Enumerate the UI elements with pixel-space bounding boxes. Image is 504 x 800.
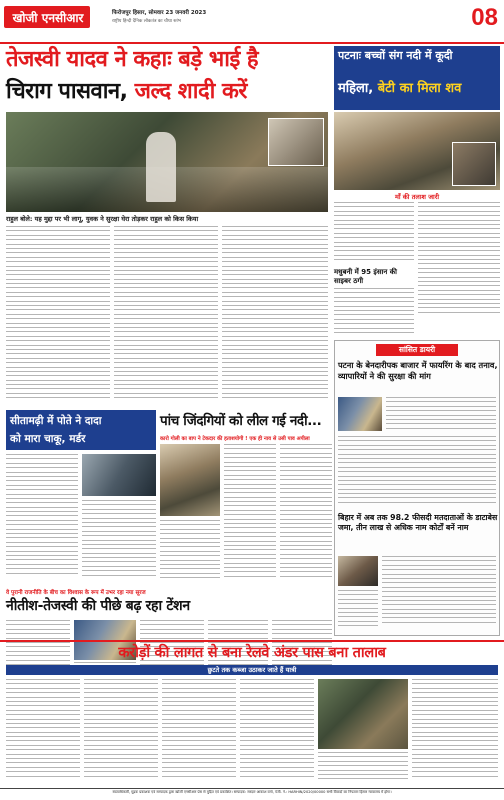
- side-top-headline-b: बेटी का मिला शव: [377, 81, 462, 96]
- mid-photo: [82, 454, 156, 496]
- side-top-photo-inset: [452, 142, 496, 186]
- five-lives-photo: [160, 444, 220, 516]
- mid-body-1: [6, 454, 78, 582]
- side-top-body-3: [334, 288, 414, 338]
- lead-headline-1: तेजस्वी यादव ने कहाः बड़े भाई है: [6, 47, 259, 72]
- bottom-photo: [318, 679, 408, 749]
- lead-photo: [6, 112, 328, 212]
- bottom-headline: करोड़ों की लागत से बना रेलवे अंडर पास बना तालाब: [118, 645, 386, 661]
- five-lives-headline: पांच जिंदगियों को लील गई नदी...: [160, 413, 322, 429]
- five-lives-body-1: [224, 444, 276, 584]
- side-box-label: सांसित डायरी: [376, 344, 458, 356]
- side-box-headline-2: बिहार में अब तक 98.2 फीसदी मतदाताओं के डाटाबेस जमा, तीन लाख से अधिक नाम कोर्टों बनें नाम: [338, 513, 498, 532]
- lead-headline-2: [6, 77, 336, 107]
- side-box-body-4: [338, 590, 378, 632]
- lead-body-col-3: [222, 226, 328, 408]
- side-top-body-1: [334, 202, 414, 266]
- bottom-body-6: [412, 679, 498, 785]
- masthead: [0, 0, 504, 44]
- date-line-1: फिरोजपुर हिसार, सोमवार 23 जनवरी 2023: [112, 10, 207, 16]
- logo-text: खोजी एनसीआर: [12, 11, 84, 25]
- lead-headline-2b: जल्द शादी करें: [134, 79, 247, 104]
- side-top-body-2: [418, 202, 500, 322]
- side-box-body-3: [382, 556, 496, 632]
- five-lives-body-3: [160, 520, 220, 584]
- side-box-photo: [338, 397, 382, 431]
- lower-left-kicker: वे पुरानी राजनीति के बीच का विश्वास के रूप में उभर रहा नया सूरज: [6, 590, 146, 596]
- bottom-rule: [0, 640, 504, 642]
- bottom-subhead: छुटते तक कब्जा उठाकर जाते हैं यात्री: [207, 666, 297, 674]
- side-top-photo: [334, 112, 500, 190]
- footer-rule: [0, 788, 504, 789]
- page-number: 08: [471, 4, 498, 31]
- footer-text: स्वत्वाधिकारी, मुद्रक प्रकाशक एवं सम्पादक द्वारा खोजी एनसीआर प्रेस से मुद्रित एवं प्रकाशित। सम्पादक: सरदार आकाश वर्मा, पंजी. नं.: HARHIN/2020/00000 सभी विवादों का निपटारा हिसार न्यायालय में होगा।: [112, 790, 392, 794]
- side-box-headline: पटना के बेनदारीपक बाजार में फायरिंग के बाद तनाव, व्यापारियों ने की सुरक्षा की मांग: [338, 360, 498, 381]
- five-lives-sub: कारो गोली का बाप ने टेकदार की हताशयोगी ! एक ही नाव से उसी पाव अपीला: [160, 436, 310, 442]
- mid-body-2: [82, 500, 156, 582]
- lead-body-col-2: [114, 226, 218, 408]
- bottom-body-5: [318, 752, 408, 785]
- side-top-subheadline: मधुबनी में 95 इंसान की साइबर ठगी: [334, 268, 397, 285]
- five-lives-body-2: [280, 444, 332, 584]
- side-box-body-1: [386, 397, 496, 433]
- lead-photo-person: [146, 132, 176, 202]
- lead-photo-caption: राहुल बोले: यह मुद्दा पर भी लागू, युवक ने सुरक्षा घेरा तोड़कर राहुल को किस किया: [6, 215, 199, 223]
- lead-headline-2a: चिराग पासवान,: [6, 79, 135, 104]
- lower-left-headline: नीतीश-तेजस्वी की पीछे बढ़ रहा टेंशन: [6, 598, 190, 614]
- side-top-headline-a: महिला,: [338, 81, 378, 96]
- bottom-body-4: [240, 679, 314, 785]
- mid-headline-2: को मारा चाकू, मर्डर: [10, 433, 86, 445]
- mid-headline-1: सीतामढ़ी में पोते ने दादा: [10, 415, 102, 427]
- date-line-2: राष्ट्रीय हिन्दी दैनिक लोकतंत्र का चौथा स्तंभ: [112, 19, 181, 24]
- lead-photo-inset: [268, 118, 324, 166]
- bottom-body-1: [6, 679, 80, 785]
- side-top-photo-caption: माँ की तलाश जारी: [394, 193, 440, 201]
- bottom-body-2: [84, 679, 158, 785]
- side-top-kicker: पटनाः बच्चों संग नदी में कूदी: [338, 49, 453, 62]
- side-box-photo-2: [338, 556, 378, 586]
- lead-body-col-1: [6, 226, 110, 408]
- side-box-body-2: [338, 436, 496, 510]
- bottom-body-3: [162, 679, 236, 785]
- side-top-headline: [338, 80, 498, 98]
